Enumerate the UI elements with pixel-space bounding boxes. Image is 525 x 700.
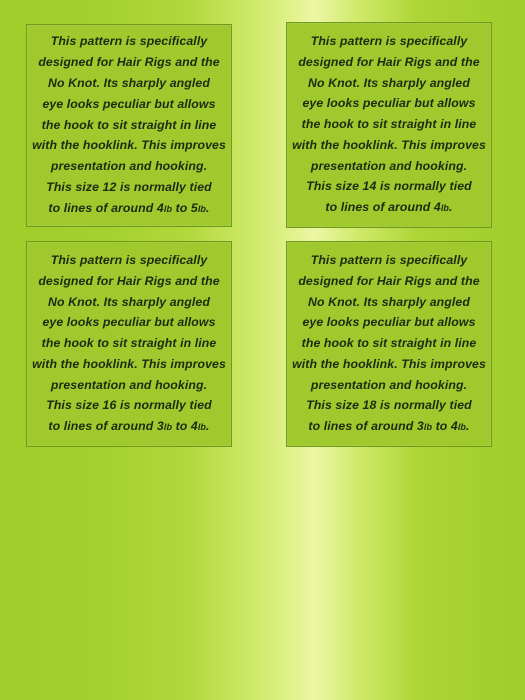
- pound-unit: lb: [197, 203, 207, 214]
- line-rating-line: [32, 198, 226, 220]
- panel-description: [288, 31, 490, 219]
- line-rating-prefix: to lines of around 4: [325, 200, 441, 215]
- text-line: eye looks peculiar but allows: [302, 315, 476, 330]
- text-line: This size 12 is normally tied: [46, 179, 212, 194]
- line-rating-line: [32, 416, 226, 438]
- text-line: This pattern is specifically: [310, 33, 468, 48]
- pound-unit: lb: [163, 203, 173, 214]
- line-rating-prefix: to lines of around 3: [48, 419, 164, 434]
- text-line: the hook to sit straight in line: [301, 336, 477, 351]
- text-line: This size 14 is normally tied: [306, 179, 472, 194]
- text-line: This pattern is specifically: [50, 252, 208, 267]
- text-line: No Knot. Its sharply angled: [308, 75, 470, 90]
- text-line: the hook to sit straight in line: [41, 117, 217, 132]
- hook-size-16-panel: [26, 241, 232, 447]
- text-line: designed for Hair Rigs and the: [38, 55, 220, 70]
- text-line: with the hooklink. This improves: [32, 356, 226, 371]
- text-line: eye looks peculiar but allows: [42, 96, 216, 111]
- line-rating-middle: to 4: [432, 419, 458, 434]
- line-rating-middle: to 5: [172, 200, 198, 215]
- line-rating-prefix: to lines of around 3: [308, 419, 424, 434]
- text-line: presentation and hooking.: [310, 158, 468, 173]
- line-rating-suffix: .: [466, 419, 470, 434]
- text-line: designed for Hair Rigs and the: [298, 54, 480, 69]
- text-line: No Knot. Its sharply angled: [308, 294, 470, 309]
- text-line: the hook to sit straight in line: [41, 336, 217, 351]
- line-rating-line: [292, 416, 486, 438]
- line-rating-suffix: .: [449, 200, 453, 215]
- line-rating-prefix: to lines of around 4: [48, 200, 164, 215]
- text-line: This size 16 is normally tied: [46, 398, 212, 413]
- hook-size-18-panel: [286, 241, 492, 447]
- text-line: No Knot. Its sharply angled: [48, 294, 210, 309]
- text-line: the hook to sit straight in line: [301, 117, 477, 132]
- text-line: No Knot. Its sharply angled: [48, 76, 210, 90]
- pound-unit: lb: [457, 422, 467, 433]
- hook-size-14-panel: [286, 22, 492, 228]
- line-rating-line: [292, 197, 486, 219]
- text-line: This pattern is specifically: [50, 34, 208, 49]
- text-line: presentation and hooking.: [50, 159, 208, 174]
- pound-unit: lb: [440, 203, 450, 214]
- text-line: with the hooklink. This improves: [292, 137, 486, 152]
- hook-size-12-panel: [26, 24, 232, 227]
- line-rating-middle: to 4: [172, 419, 198, 434]
- text-line: with the hooklink. This improves: [292, 356, 486, 371]
- text-line: This size 18 is normally tied: [306, 398, 472, 413]
- text-line: designed for Hair Rigs and the: [38, 273, 220, 288]
- text-line: This pattern is specifically: [310, 252, 468, 267]
- pound-unit: lb: [423, 422, 433, 433]
- panel-description: [288, 250, 490, 438]
- text-line: eye looks peculiar but allows: [302, 96, 476, 111]
- pound-unit: lb: [163, 422, 173, 433]
- text-line: designed for Hair Rigs and the: [298, 273, 480, 288]
- line-rating-suffix: .: [206, 419, 210, 434]
- panel-description: [28, 31, 230, 219]
- line-rating-suffix: .: [206, 200, 210, 215]
- text-line: eye looks peculiar but allows: [42, 315, 216, 330]
- text-line: presentation and hooking.: [50, 377, 208, 392]
- text-line: with the hooklink. This improves: [32, 138, 226, 153]
- panel-description: [28, 250, 230, 438]
- pound-unit: lb: [197, 422, 207, 433]
- text-line: presentation and hooking.: [310, 377, 468, 392]
